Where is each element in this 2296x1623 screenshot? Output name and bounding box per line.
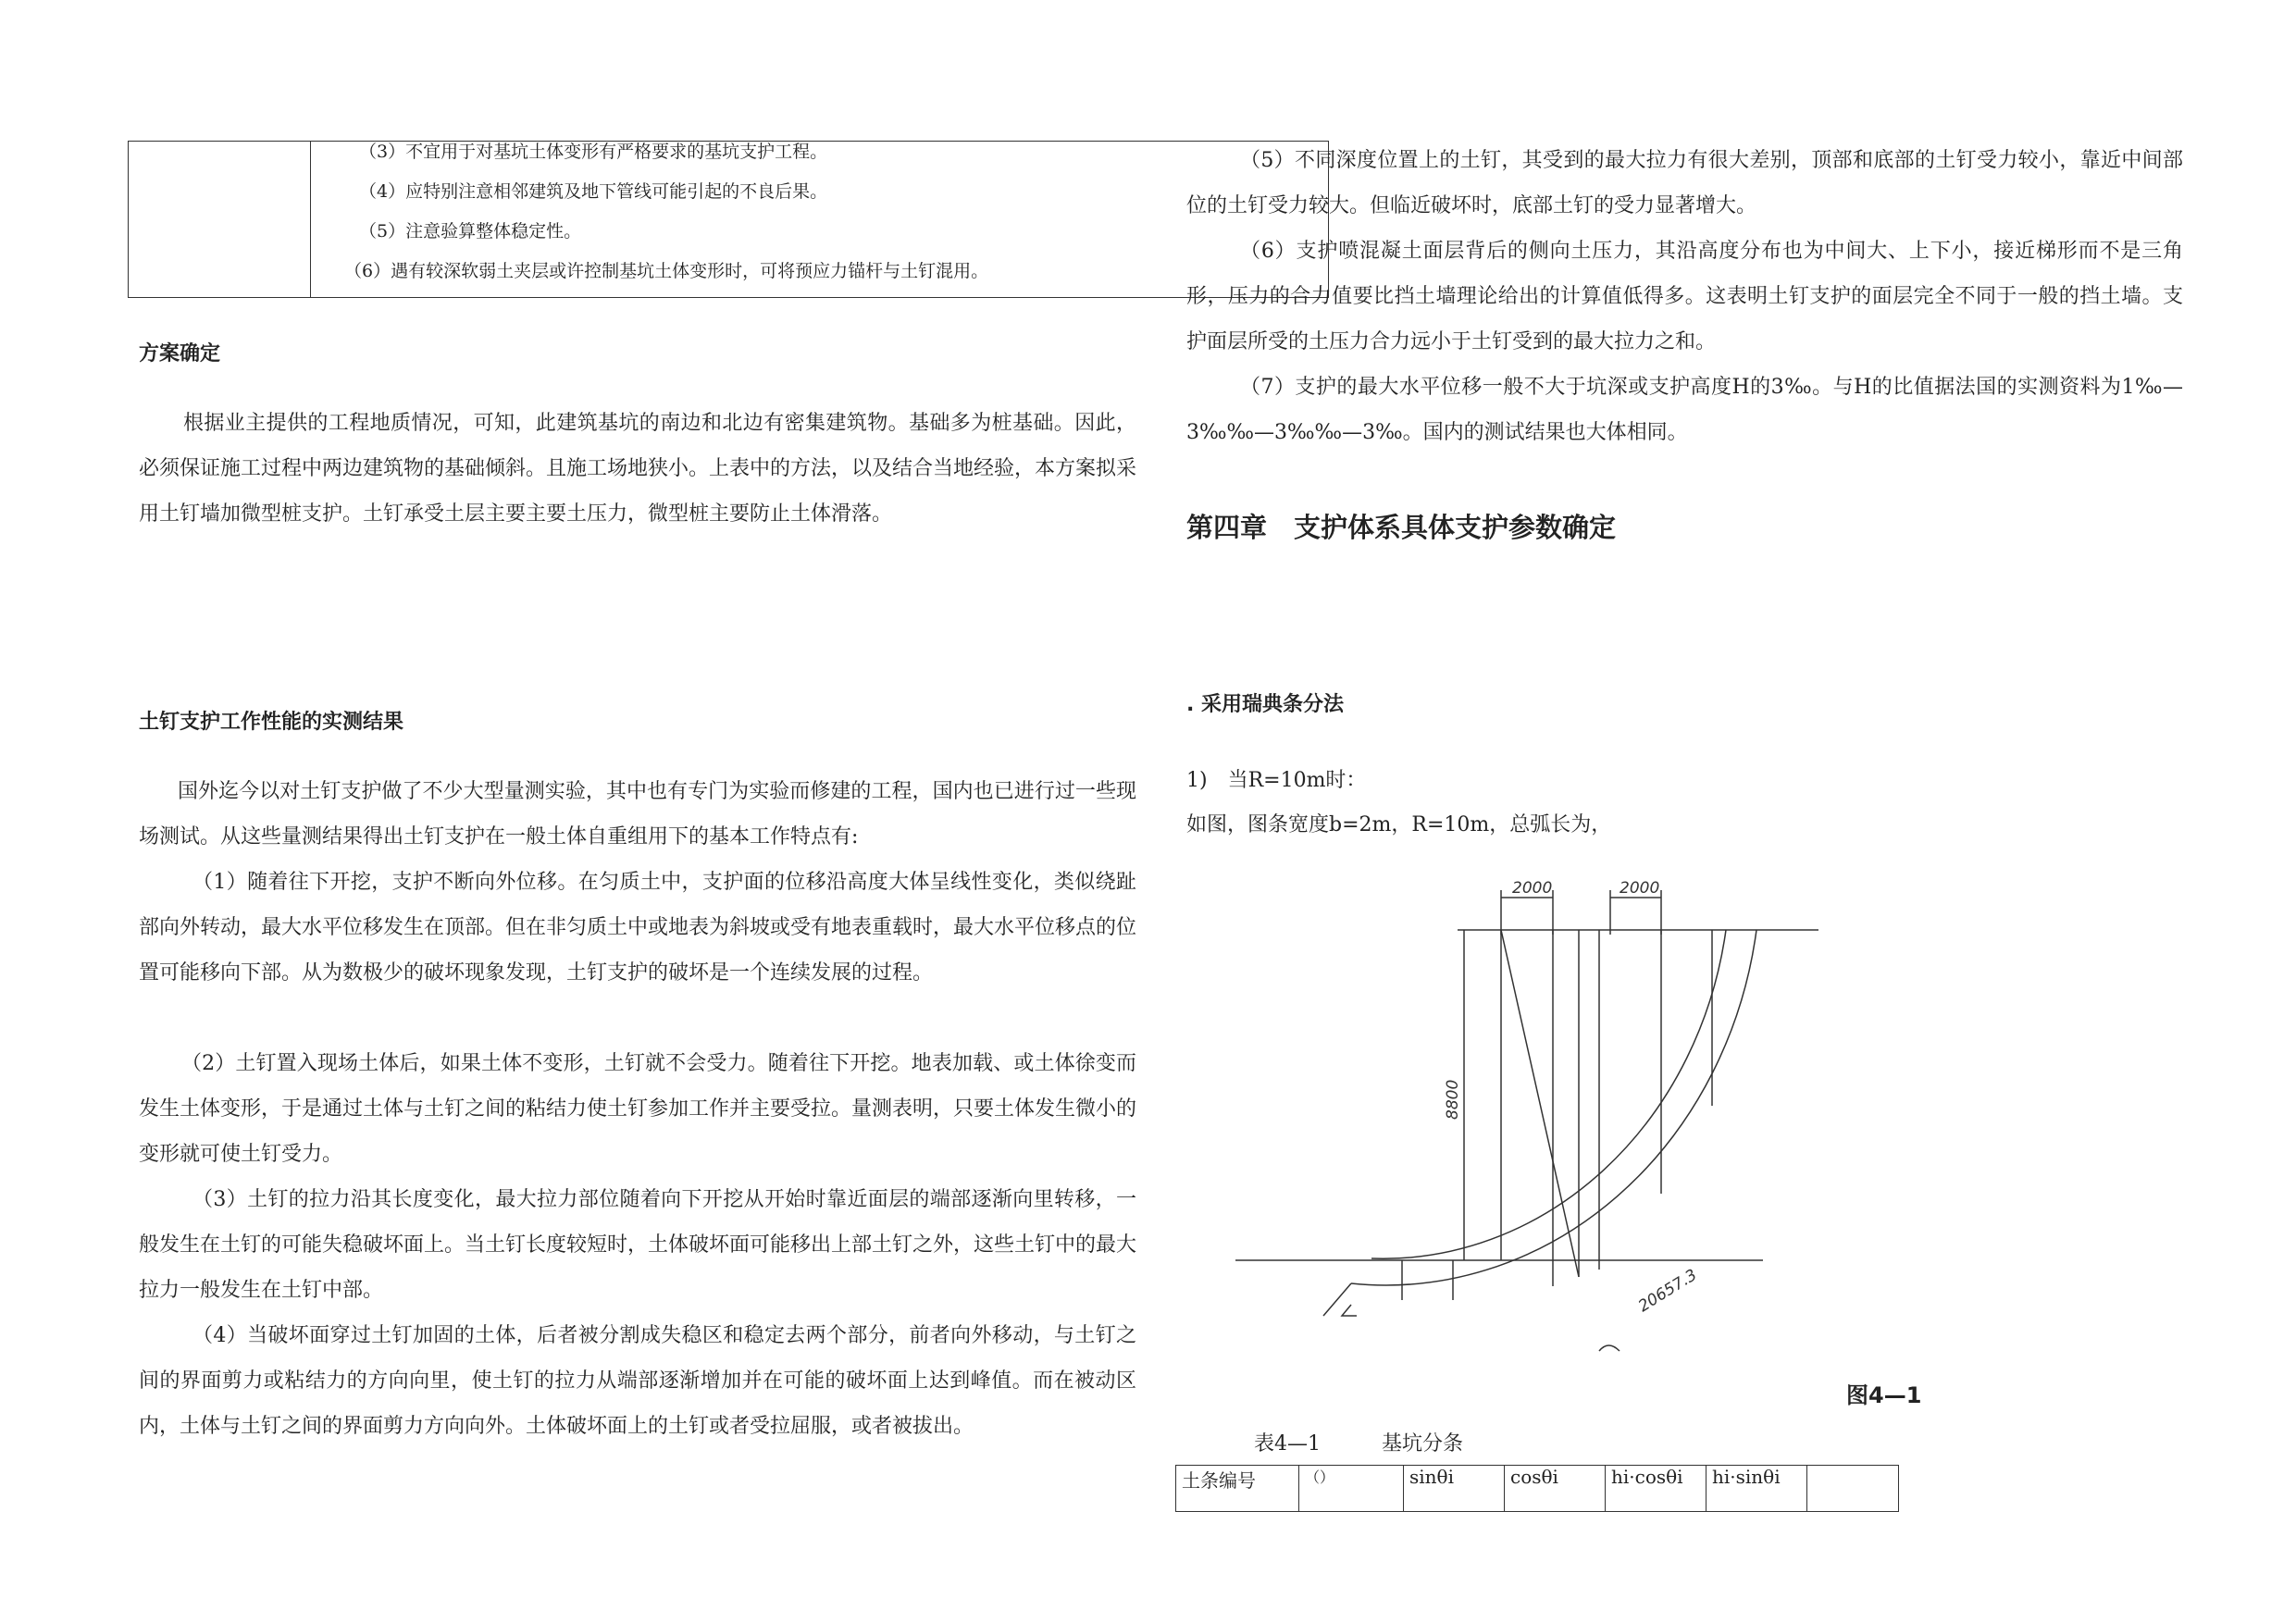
dim-height-label: 8800 xyxy=(1444,1079,1462,1120)
arc-left-cap xyxy=(1323,1283,1351,1316)
arc-marker xyxy=(1599,1345,1620,1351)
dim-width-1-label: 2000 xyxy=(1512,879,1553,898)
slice-table-header-row xyxy=(1176,1466,1899,1512)
case-line: 1) 当R=10m时： xyxy=(1186,769,1367,792)
section-title-plan: 方案确定 xyxy=(139,342,221,365)
col-empty xyxy=(1807,1466,1899,1512)
col-h-cos: hi·cosθi xyxy=(1606,1466,1706,1512)
point-6: （6）支护喷混凝土面层背后的侧向土压力，其沿高度分布也为中间大、上下小，接近梯形而不是三角形，压力的合力值要比挡土墙理论给出的计算值低得多。这表明土钉支护的面层完全不同于一般的挡土墙。支护面层所受的土压力合力远小于土钉受到的最大拉力之和。 xyxy=(1186,240,2183,353)
slice-figure xyxy=(1222,870,1925,1388)
chapter-title: 第四章 支护体系具体支护参数确定 xyxy=(1186,512,1617,543)
col-sin: sinθi xyxy=(1404,1466,1505,1512)
outer-arc xyxy=(1351,930,1756,1285)
slice-table xyxy=(1175,1465,1899,1512)
point-5: （5）不同深度位置上的土钉，其受到的最大拉力有很大差别，顶部和底部的土钉受力较小，靠近中间部位的土钉受力较大。但临近破坏时，底部土钉的受力显著增大。 xyxy=(1186,149,2183,217)
note-table-divider xyxy=(310,141,311,298)
section-title-results: 土钉支护工作性能的实测结果 xyxy=(139,711,404,734)
method-title: . 采用瑞典条分法 xyxy=(1186,693,1345,716)
inner-arc xyxy=(1371,930,1726,1258)
arc-length-label: 20657.3 xyxy=(1635,1266,1701,1317)
dim-width-2-label: 2000 xyxy=(1620,879,1660,898)
col-h-sin: hi·sinθi xyxy=(1706,1466,1807,1512)
figure-caption: 图4—1 xyxy=(1846,1382,1922,1408)
note-line-3: （3）不宜用于对基坑土体变形有严格要求的基坑支护工程。 xyxy=(359,142,828,162)
table-caption: 表4—1 基坑分条 xyxy=(1254,1432,1463,1456)
point-7: （7）支护的最大水平位移一般不大于坑深或支护高度H的3‰。与H的比值据法国的实测资料为1‰—3‰‰—3‰‰—3‰。国内的测试结果也大体相同。 xyxy=(1186,376,2183,444)
note-line-6: （6）遇有较深软弱土夹层或许控制基坑土体变形时，可将预应力锚杆与土钉混用。 xyxy=(344,261,989,281)
point-4: （4）当破坏面穿过土钉加固的土体，后者被分割成失稳区和稳定去两个部分，前者向外移动，与土钉之间的界面剪力或粘结力的方向向里，使土钉的拉力从端部逐渐增加并在可能的破坏面上达到峰值。而在被动区内，土体与土钉之间的界面剪力方向向外。土体破坏面上的土钉或者受拉屈服，或者被拔出。 xyxy=(139,1324,1136,1438)
results-intro: 国外迄今以对土钉支护做了不少大型量测实验，其中也有专门为实验而修建的工程，国内也已进行过一些现场测试。从这些量测结果得出土钉支护在一般土体自重组用下的基本工作特点有: xyxy=(139,780,1136,849)
description-line: 如图，图条宽度b=2m，R=10m，总弧长为， xyxy=(1186,813,1612,836)
col-slice-id: 土条编号 xyxy=(1176,1466,1299,1512)
note-line-4: （4）应特别注意相邻建筑及地下管线可能引起的不良后果。 xyxy=(359,181,828,202)
col-angle: （） xyxy=(1299,1466,1404,1512)
col-cos: cosθi xyxy=(1505,1466,1606,1512)
point-2: （2）土钉置入现场土体后，如果土体不变形，土钉就不会受力。随着往下开挖。地表加载、或土体徐变而发生土体变形，于是通过土体与土钉之间的粘结力使土钉参加工作并主要受拉。量测表明，只要土体发生微小的变形就可使土钉受力。 xyxy=(139,1052,1137,1166)
plan-paragraph: 根据业主提供的工程地质情况，可知，此建筑基坑的南边和北边有密集建筑物。基础多为桩基础。因此，必须保证施工过程中两边建筑物的基础倾斜。且施工场地狭小。上表中的方法，以及结合当地经验，本方案拟采用土钉墙加微型桩支护。土钉承受土层主要主要土压力，微型桩主要防止土体滑落。 xyxy=(139,412,1137,526)
point-1: （1）随着往下开挖，支护不断向外位移。在匀质土中，支护面的位移沿高度大体呈线性变化，类似绕趾部向外转动，最大水平位移发生在顶部。但在非匀质土中或地表为斜坡或受有地表重载时，最大水平位移点的位置可能移向下部。从为数极少的破坏现象发现，土钉支护的破坏是一个连续发展的过程。 xyxy=(139,871,1137,985)
diagonal-line xyxy=(1501,930,1579,1277)
note-line-5: （5）注意验算整体稳定性。 xyxy=(359,221,582,242)
arc-arrow xyxy=(1342,1305,1357,1316)
point-3: （3）土钉的拉力沿其长度变化，最大拉力部位随着向下开挖从开始时靠近面层的端部逐渐向里转移，一般发生在土钉的可能失稳破坏面上。当土钉长度较短时，土体破坏面可能移出上部土钉之外，这些土钉中的最大拉力一般发生在土钉中部。 xyxy=(139,1188,1137,1302)
